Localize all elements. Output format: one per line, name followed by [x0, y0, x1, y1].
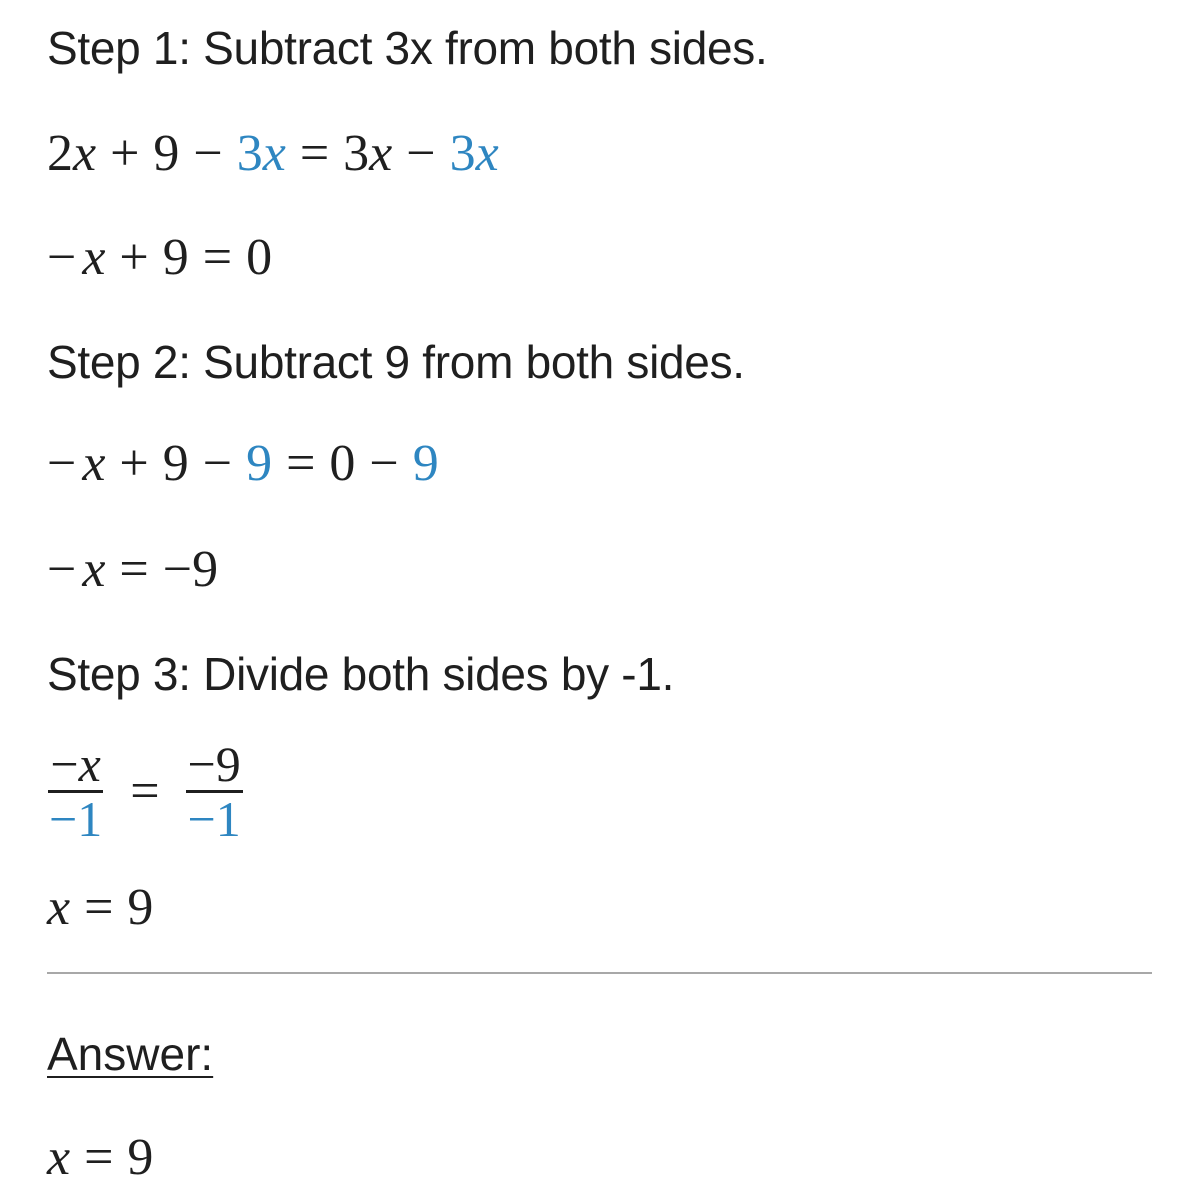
term: −9 — [162, 541, 219, 598]
term: 9 — [127, 879, 154, 936]
term: 3 — [343, 125, 370, 182]
equals-sign: = — [202, 229, 233, 286]
variable: x — [82, 229, 106, 286]
operator: − — [369, 435, 399, 492]
step-3-fraction-equation — [47, 738, 243, 845]
highlighted-term: 9 — [412, 435, 439, 492]
section-divider — [47, 972, 1152, 974]
step-3-result — [47, 878, 153, 938]
variable: x — [47, 1129, 71, 1186]
term: 9 — [127, 1129, 154, 1186]
highlighted-term: 3 — [449, 125, 476, 182]
equals-sign: = — [119, 541, 149, 598]
fraction-denominator: −1 — [187, 791, 241, 847]
variable: x — [47, 879, 71, 936]
highlighted-term: 9 — [246, 435, 273, 492]
operator: − — [406, 125, 436, 182]
answer-label: Answer: — [47, 1028, 214, 1080]
left-fraction — [47, 738, 104, 845]
variable: x — [82, 541, 106, 598]
operator: − — [202, 435, 233, 492]
operator: + — [119, 435, 149, 492]
fraction-numerator — [48, 738, 102, 793]
step-2-title: Step 2: Subtract 9 from both sides. — [47, 336, 745, 388]
answer-equation — [47, 1128, 153, 1188]
equals-sign: = — [286, 435, 316, 492]
negative-sign: − — [47, 229, 77, 286]
operator: + — [119, 229, 149, 286]
fraction-denominator: −1 — [49, 791, 103, 847]
step-3-title: Step 3: Divide both sides by -1. — [47, 648, 675, 700]
highlighted-term: 3 — [236, 125, 263, 182]
variable: x — [78, 736, 101, 792]
term: 9 — [162, 435, 189, 492]
term: 0 — [246, 229, 273, 286]
term: 9 — [153, 125, 180, 182]
step-2-equation-2 — [47, 540, 218, 600]
equals-sign: = — [84, 879, 114, 936]
term: 9 — [162, 229, 189, 286]
variable: x — [73, 125, 97, 182]
highlighted-variable: x — [475, 125, 499, 182]
operator: + — [110, 125, 140, 182]
negative-sign: − — [50, 736, 79, 792]
equals-sign: = — [84, 1129, 114, 1186]
variable: x — [82, 435, 106, 492]
term: 2 — [47, 125, 73, 182]
right-fraction — [186, 738, 243, 845]
highlighted-variable: x — [262, 125, 286, 182]
fraction-numerator: −9 — [187, 736, 241, 792]
negative-sign: − — [47, 435, 77, 492]
step-2-equation-1 — [47, 434, 439, 494]
equals-sign: = — [130, 763, 160, 820]
equals-sign: = — [299, 125, 330, 182]
negative-sign: − — [47, 541, 77, 598]
term: 0 — [329, 435, 356, 492]
step-1-title: Step 1: Subtract 3x from both sides. — [47, 22, 768, 74]
operator: − — [193, 125, 223, 182]
step-1-equation-2 — [47, 228, 272, 288]
step-1-equation-1 — [47, 124, 499, 184]
variable: x — [369, 125, 393, 182]
